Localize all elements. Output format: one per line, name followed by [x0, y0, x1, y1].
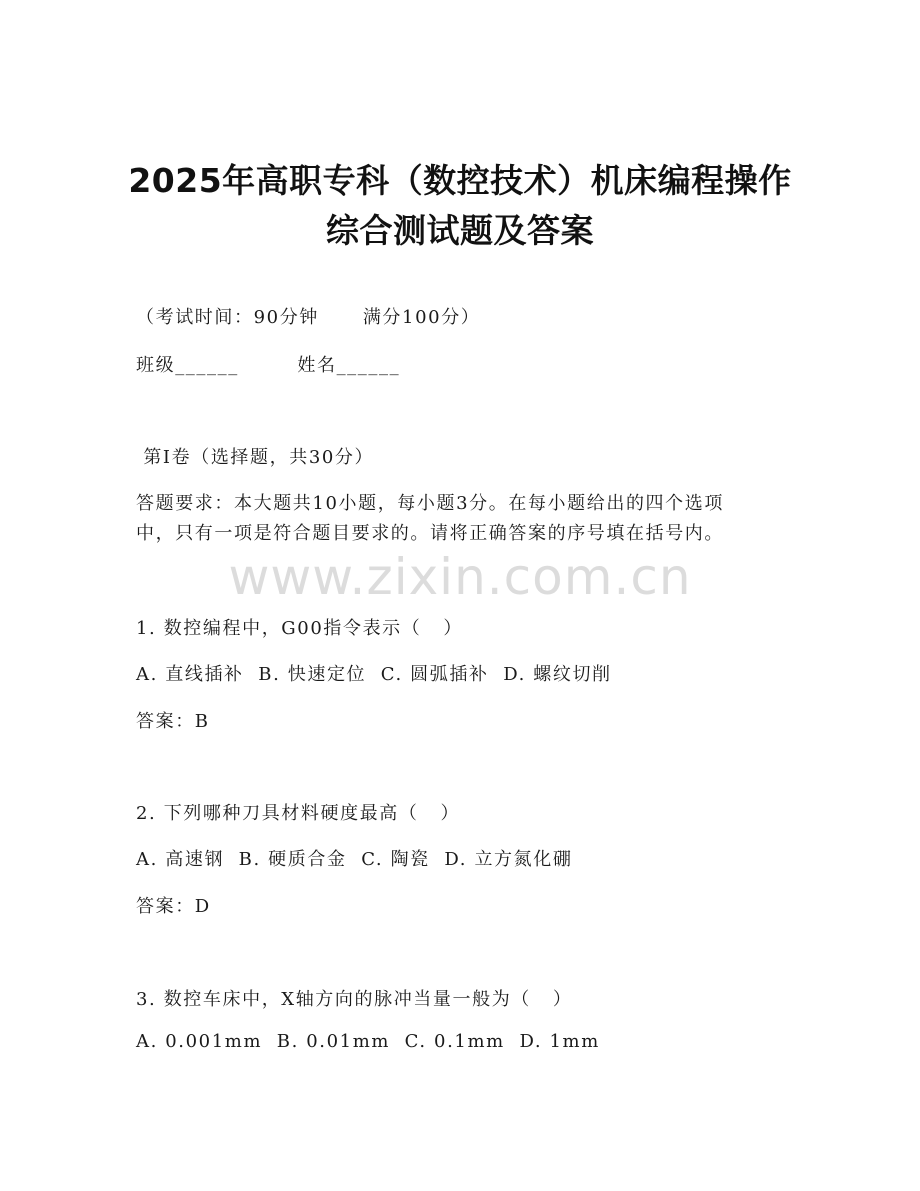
question-options: A. 高速钢 B. 硬质合金 C. 陶瓷 D. 立方氮化硼: [136, 849, 573, 870]
question-answer: 答案：B: [136, 711, 210, 732]
exam-info: （考试时间：90分钟 满分100分）: [136, 307, 481, 328]
watermark: www.zixin.com.cn: [228, 548, 692, 606]
student-info: 班级______ 姓名______: [136, 355, 401, 376]
question-stem: 1. 数控编程中，G00指令表示（ ）: [136, 618, 463, 639]
document-title-line2: 综合测试题及答案: [326, 211, 594, 250]
question-stem: 2. 下列哪种刀具材料硬度最高（ ）: [136, 803, 461, 824]
instructions-line2: 中，只有一项是符合题目要求的。请将正确答案的序号填在括号内。: [136, 523, 724, 544]
section-heading: 第Ⅰ卷（选择题，共30分）: [136, 447, 375, 468]
question-stem: 3. 数控车床中，X轴方向的脉冲当量一般为（ ）: [136, 989, 573, 1010]
question-options: A. 直线插补 B. 快速定位 C. 圆弧插补 D. 螺纹切削: [136, 664, 612, 685]
document-title-line1: 2025年高职专科（数控技术）机床编程操作: [128, 161, 792, 200]
question-answer: 答案：D: [136, 896, 211, 917]
instructions-line1: 答题要求：本大题共10小题，每小题3分。在每小题给出的四个选项: [136, 493, 724, 514]
question-options: A. 0.001mm B. 0.01mm C. 0.1mm D. 1mm: [136, 1031, 600, 1052]
